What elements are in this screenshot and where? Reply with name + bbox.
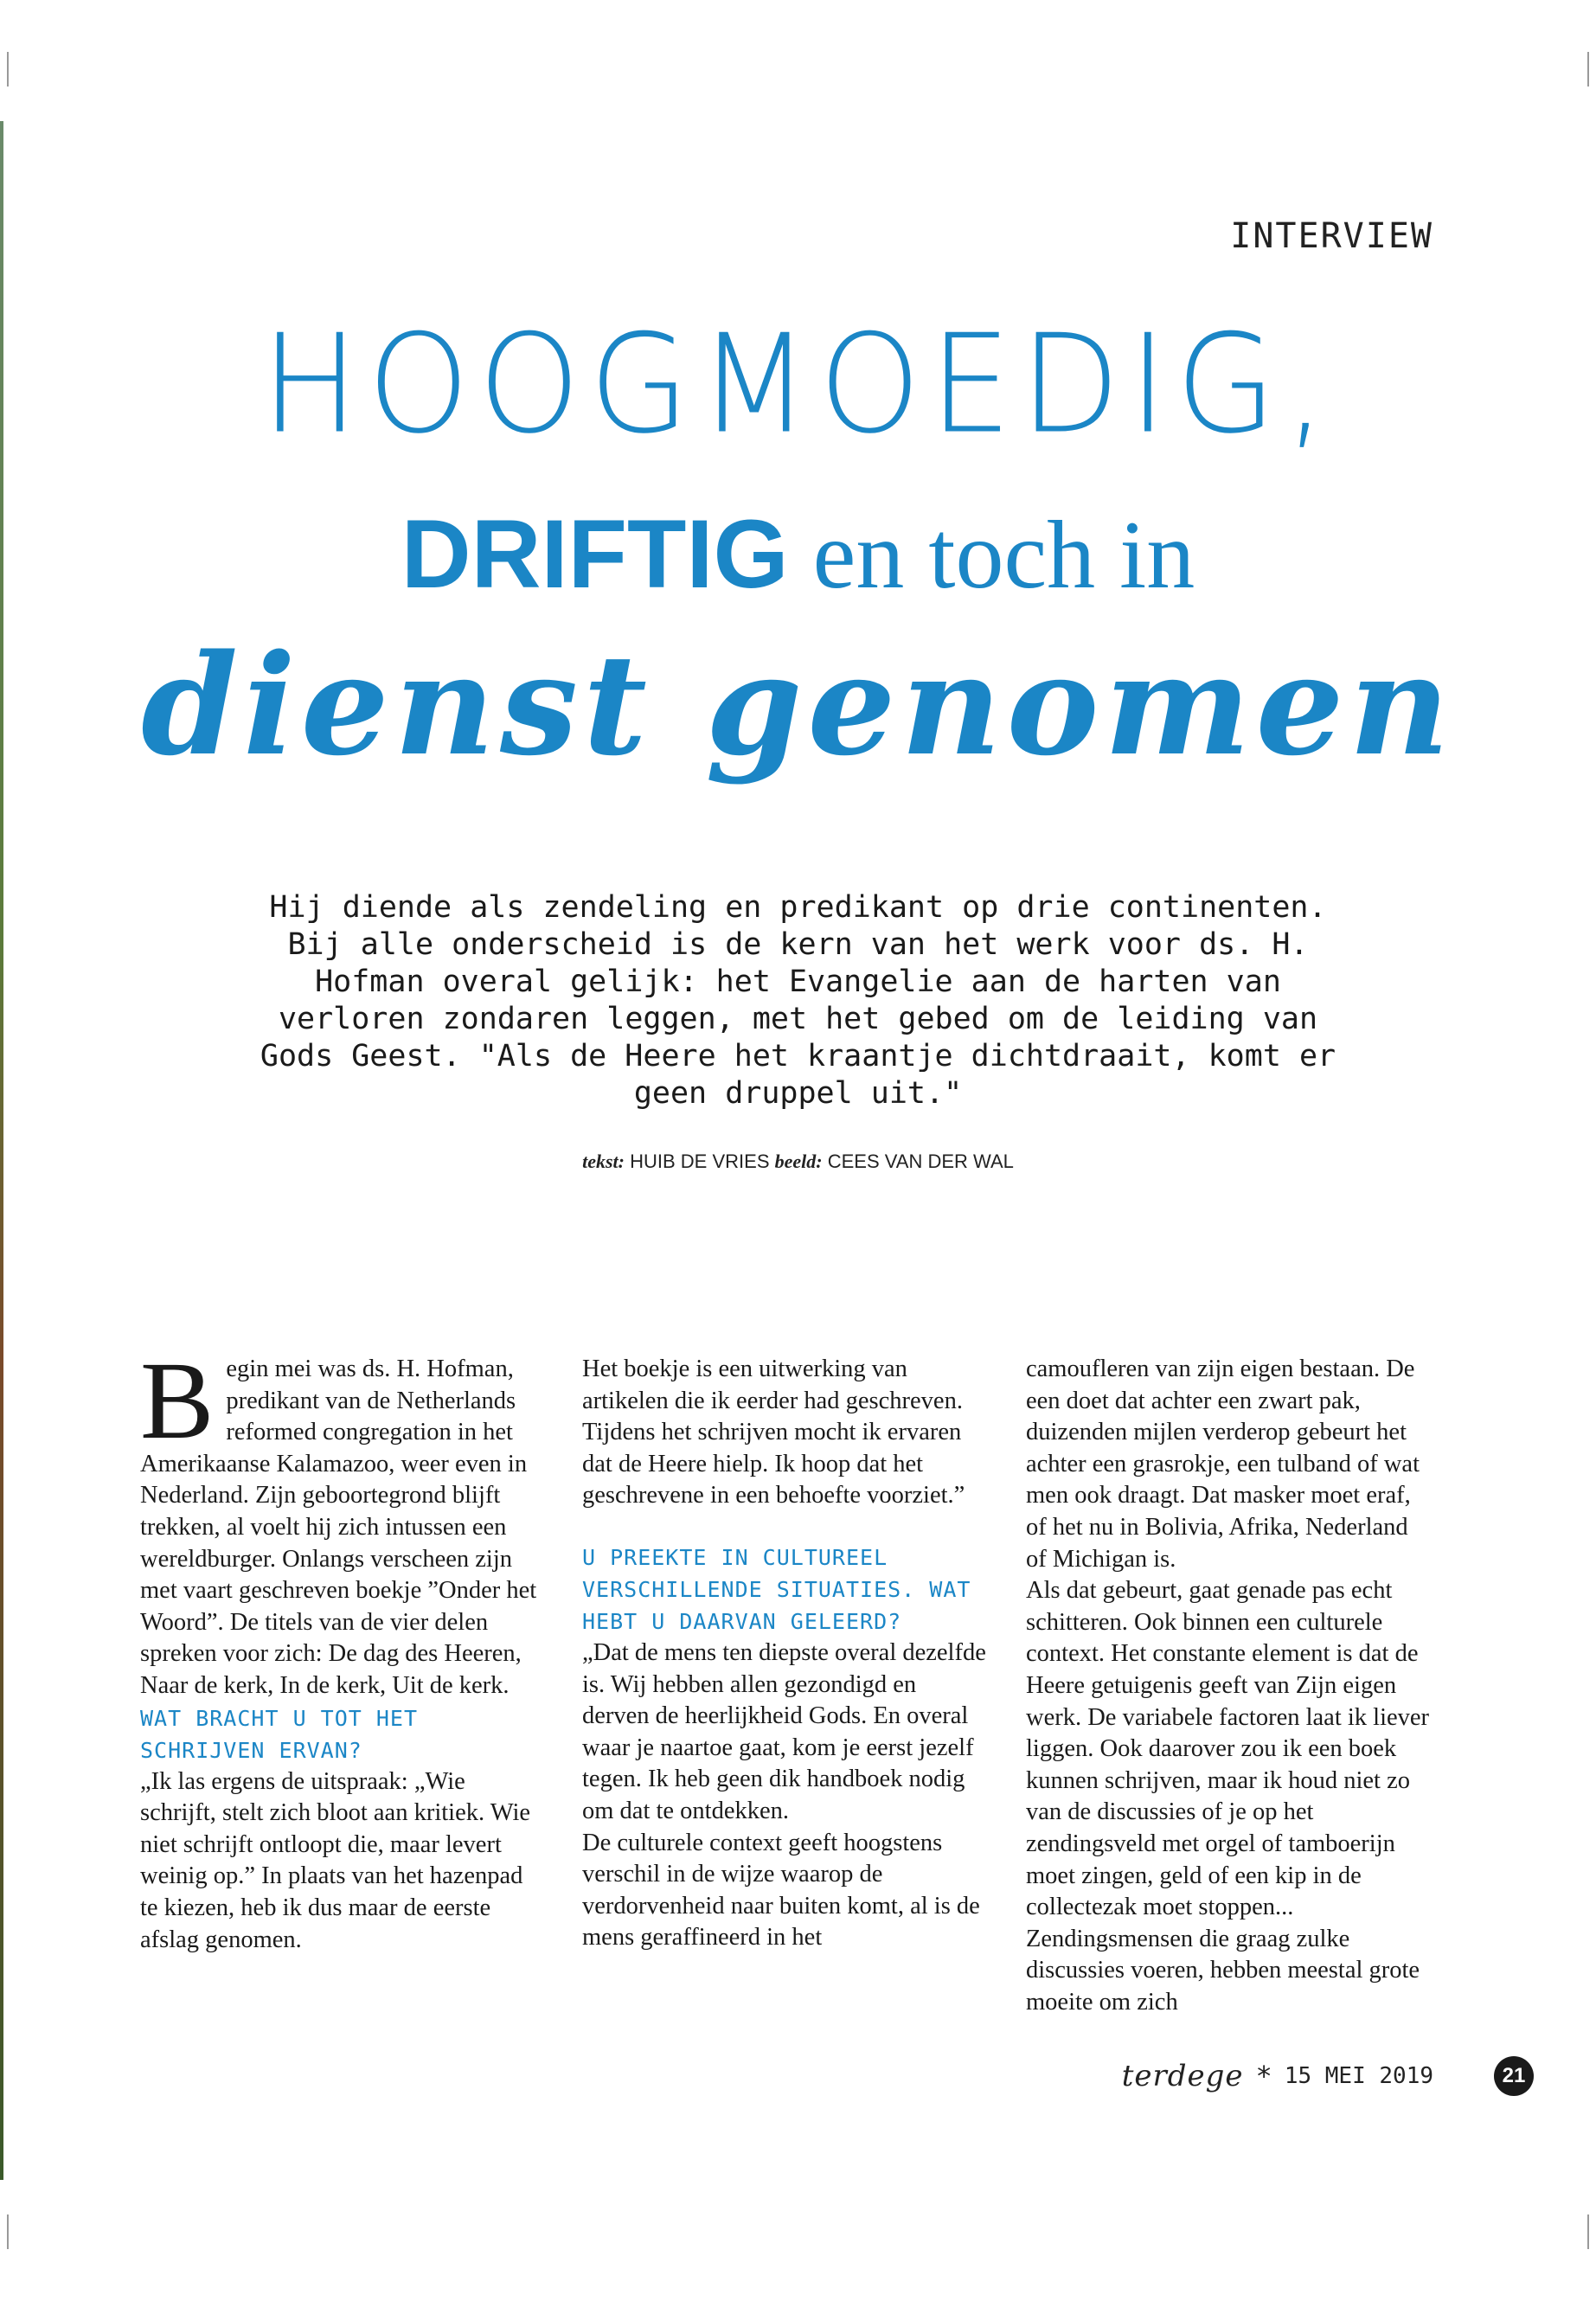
headline-line-2-rest: en toch in: [788, 502, 1195, 609]
drop-cap: B: [140, 1339, 215, 1462]
article-paragraph: camoufleren van zijn eigen bestaan. De een doet dat achter een zwart pak, duizenden mijlen verderop gebeurt het achter een grasrokje, een tulband of wat men ook draagt. Dat masker moet eraf, of het nu in Bolivia, Afrika, Nederland of Michigan is.: [1026, 1356, 1420, 1573]
article-paragraph: De culturele context geeft hoogstens verschil in de wijze waarop de verdorvenheid naar buiten komt, al is de mens geraffineerd in het: [582, 1829, 980, 1952]
section-label: INTERVIEW: [1230, 216, 1433, 256]
headline-line-3: dienst genomen: [141, 624, 1455, 786]
article-column-3: [1026, 1354, 1433, 2018]
credits-image-label: beeld:: [774, 1150, 823, 1172]
credits-image-author: CEES VAN DER WAL: [827, 1150, 1014, 1172]
headline-line-1: HOOGMOEDIG,: [260, 305, 1336, 465]
issue-date: 15 MEI 2019: [1284, 2063, 1433, 2089]
paragraph-text: egin mei was ds. H. Hofman, predikant van de Netherlands reformed congregation in het Amerikaanse Kalamazoo, weer even in Nederland. Zijn geboortegrond blijft trekken, al voelt hij zich intussen een wereldburger. Onlangs verscheen zijn met vaart geschreven boekje ”Onder het Woord”. De titels van de vier delen spreken voor zich: De dag des Heeren, Naar de kerk, In de kerk, Uit de kerk.: [140, 1356, 537, 1699]
crop-mark: [7, 2214, 9, 2249]
article-paragraph: Als dat gebeurt, gaat genade pas echt schitteren. Ook binnen een culturele context. Het constante element is dat de Heere getuigenis geeft van Zijn eigen werk. De variabele factoren laat ik liever liggen. Ook daarover zou ik een boek kunnen schrijven, maar ik houd niet zo van de discussies of je op het zendingsveld met orgel of tamboerijn moet zingen, geld of een kip in de collectezak moet stoppen... Zendingsmensen die graag zulke discussies voeren, hebben meestal grote moeite om zich: [1026, 1577, 1430, 2016]
credits-text-label: tekst:: [582, 1150, 625, 1172]
credits: [0, 1150, 1596, 1173]
article-paragraph: „Ik las ergens de uitspraak: „Wie schrijft, stelt zich bloot aan kritiek. Wie niet schrijft ontloopt die, maar levert weinig op.” In plaats van het hazenpad te kiezen, heb ik dus maar de eerste afslag genomen.: [140, 1767, 531, 1953]
article-paragraph: Het boekje is een uitwerking van artikelen die ik eerder had geschreven. Tijdens het schrijven mocht ik ervaren dat de Heere hielp. Ik hoop dat het geschrevene in een behoefte voorziet.”: [582, 1356, 965, 1509]
credits-text-author: HUIB DE VRIES: [630, 1150, 770, 1172]
crop-mark: [1587, 52, 1589, 87]
headline-bold-word: DRIFTIG: [401, 500, 789, 608]
crop-mark: [1587, 2214, 1589, 2249]
article-paragraph: [140, 1339, 547, 1702]
page-footer: [1122, 2059, 1433, 2093]
interview-question: U PREEKTE IN CULTUREEL VERSCHILLENDE SITUATIES. WAT HEBT U DAARVAN GELEERD?: [582, 1544, 971, 1634]
page-number: 21: [1494, 2056, 1534, 2096]
asterisk-icon: *: [1255, 2060, 1272, 2093]
magazine-logo: terdege: [1121, 2059, 1244, 2093]
interview-question: WAT BRACHT U TOT HET SCHRIJVEN ERVAN?: [140, 1705, 419, 1763]
article-column-2: [582, 1354, 989, 1954]
headline-line-2: [0, 500, 1596, 609]
article-paragraph: „Dat de mens ten diepste overal dezelfde is. Wij hebben allen gezondigd en derven de heerlijkheid Gods. En overal waar je naartoe gaat, kom je eerst jezelf tegen. Ik heb geen dik handboek nodig om dat te ontdekken.: [582, 1638, 986, 1824]
article-column-1: [140, 1339, 547, 1956]
crop-mark: [7, 52, 9, 87]
intro-paragraph: Hij diende als zendeling en predikant op drie continenten. Bij alle onderscheid is de kern van het werk voor ds. H. Hofman overal gelijk: het Evangelie aan de harten van verloren zondaren leggen, met het gebed om de leiding van Gods Geest. "Als de Heere het kraantje dichtdraait, komt er geen druppel uit.": [260, 890, 1336, 1111]
